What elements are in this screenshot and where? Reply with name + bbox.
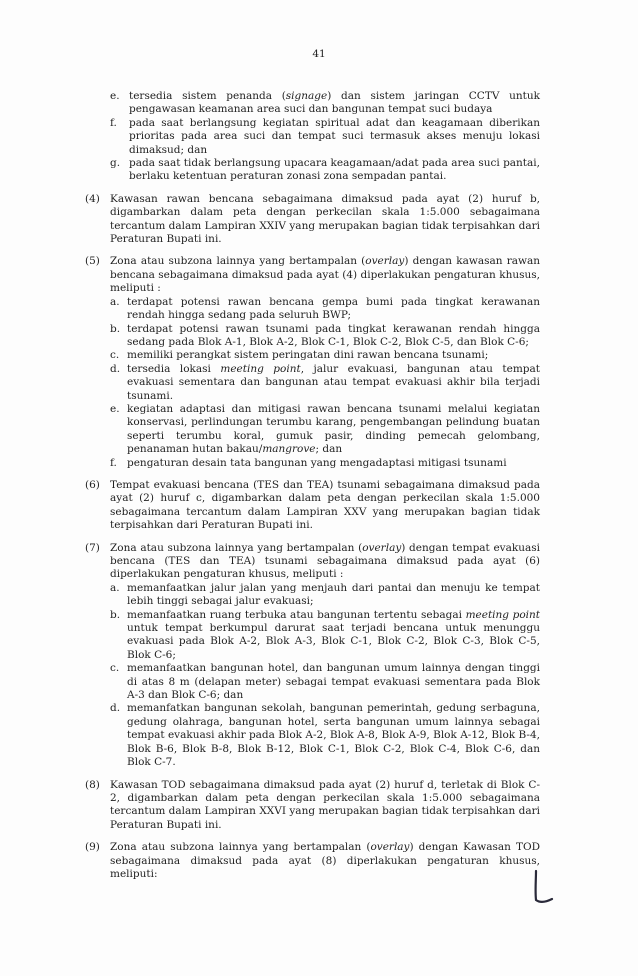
sublist [110,582,540,770]
section-item [85,779,540,833]
list-item-letter: c. [110,349,120,362]
section-item [85,193,540,247]
list-item [110,582,540,609]
list-item-text: terdapat potensi rawan bencana gempa bumi pada tingkat kerawanan rendah hingga sedang pada seluruh BWP; [127,295,540,322]
list-item-text: memanfatkan bangunan sekolah, bangunan pemerintah, gedung serbaguna, gedung olahraga, bangunan hotel, serta bangunan umum lainnya sebagai tempat evakuasi akhir pada Blok A-2, Blok A-8, Blok A-9, Blok A-12, Blok B-4, Blok B-6, Blok B-8, Blok B-12, Blok C-1, Blok C-2, Blok C-4, Blok C-6, dan Blok C-7. [127,702,540,769]
list-item-letter: b. [110,322,121,335]
list-item [110,323,540,350]
list-item-letter: g. [110,157,121,170]
list-item-letter: a. [110,295,120,308]
section-text: Zona atau subzona lainnya yang bertampalan (overlay) dengan kawasan rawan bencana sebagaimana dimaksud pada ayat (4) diperlakukan pengaturan khusus, meliputi : [110,255,540,295]
sublist [110,296,540,470]
list-item [110,403,540,457]
list-item-letter: e. [110,90,120,102]
list-item-text: pada saat tidak berlangsung upacara keagamaan/adat pada area suci pantai, berlaku ketentuan peraturan zonasi zona sempadan pantai. [129,157,540,183]
section-text: Tempat evakuasi bencana (TES dan TEA) tsunami sebagaimana dimaksud pada ayat (2) huruf c, digambarkan dalam peta dengan perkecilan skala 1:5.000 sebagaimana tercantum dalam Lampiran XXV yang merupakan bagian tidak terpisahkan dari Peraturan Bupati ini. [110,478,540,532]
list-item-letter: f. [110,116,117,129]
list-item-letter: e. [110,402,120,415]
section-text: Kawasan TOD sebagaimana dimaksud pada ayat (2) huruf d, terletak di Blok C-2, digambarkan dalam peta dengan perkecilan skala 1:5.000 sebagaimana tercantum dalam Lampiran XXVI yang merupakan bagian tidak terpisahkan dari Peraturan Bupati ini. [110,778,540,831]
section-number: (6) [85,478,100,491]
list-item-text: pengaturan desain tata bangunan yang mengadaptasi mitigasi tsunami [127,456,507,469]
section-number: (7) [85,541,100,554]
section-item [85,841,540,881]
list-item-text: terdapat potensi rawan tsunami pada tingkat kerawanan rendah hingga sedang pada Blok A-1, Blok A-2, Blok C-1, Blok C-2, Blok C-5, dan Blok C-6; [127,322,540,348]
section-text: Zona atau subzona lainnya yang bertampalan (overlay) dengan tempat evakuasi bencana (TES dan TEA) tsunami sebagaimana dimaksud pada ayat (6) diperlakukan pengaturan khusus, meliputi : [110,541,540,581]
page-number: 41 [312,48,326,60]
section-text: Kawasan rawan bencana sebagaimana dimaksud pada ayat (2) huruf b, digambarkan dalam peta dengan perkecilan skala 1:5.000 sebagaimana tercantum dalam Lampiran XXIV yang merupakan bagian tidak terpisahkan dari Peraturan Bupati ini. [110,192,540,246]
section-item [85,479,540,533]
list-item [110,157,540,184]
section-item [85,542,540,770]
section-number: (4) [85,192,100,205]
list-item-letter: d. [110,362,121,375]
list-item [110,296,540,323]
list-item-letter: f. [110,456,117,469]
list-item-letter: b. [110,608,121,621]
list-item [110,609,540,663]
section-number: (5) [85,255,100,268]
list-item-text: memiliki perangkat sistem peringatan dini rawan bencana tsunami; [127,349,489,362]
list-item-text: memanfaatkan ruang terbuka atau bangunan tertentu sebagai meeting point untuk tempat berkumpul darurat saat terjadi bencana untuk menunggu evakuasi pada Blok A-2, Blok A-3, Blok C-1, Blok C-2, Blok C-3, Blok C-5, Blok C-6; [127,608,540,661]
list-item-letter: d. [110,702,121,715]
list-item [110,90,540,117]
list-item [110,702,540,769]
list-item-letter: c. [110,662,120,675]
list-item-text: memanfaatkan jalur jalan yang menjauh dari pantai dan menuju ke tempat lebih tinggi sebagai jalur evakuasi; [127,581,540,608]
document-body [85,90,540,890]
handwritten-initial [530,868,556,908]
list-item-text: memanfaatkan bangunan hotel, dan bangunan umum lainnya dengan tinggi di atas 8 m (delapan meter) sebagai tempat evakuasi sementara pada Blok A-3 dan Blok C-6; dan [127,662,540,702]
section-text: Zona atau subzona lainnya yang bertampalan (overlay) dengan Kawasan TOD sebagaimana dimaksud pada ayat (8) diperlakukan pengaturan khusus, meliputi: [110,841,540,880]
continued-sublist [110,90,540,184]
list-item [110,349,540,362]
list-item [110,363,540,403]
list-item-text: tersedia sistem penanda (signage) dan sistem jaringan CCTV untuk pengawasan keamanan area suci dan bangunan tempat suci budaya [129,90,540,116]
list-item [110,457,540,470]
list-item [110,117,540,157]
list-item-letter: a. [110,581,120,594]
section-number: (8) [85,778,100,791]
list-item-text: kegiatan adaptasi dan mitigasi rawan bencana tsunami melalui kegiatan konservasi, perlindungan terumbu karang, pengembangan pelindung buatan seperti terumbu koral, gumuk pasir, dinding pemecah gelombang, penanaman hutan bakau/mangrove; dan [127,402,540,456]
section-number: (9) [85,841,100,854]
list-item-text: tersedia lokasi meeting point, jalur evakuasi, bangunan atau tempat evakuasi sementara dan bangunan atau tempat evakuasi akhir bila terjadi tsunami. [127,362,540,402]
section-item [85,255,540,470]
list-item [110,662,540,702]
list-item-text: pada saat berlangsung kegiatan spiritual adat dan keagamaan diberikan prioritas pada area suci dan tempat suci termasuk akses menuju lokasi dimaksud; dan [129,116,540,156]
